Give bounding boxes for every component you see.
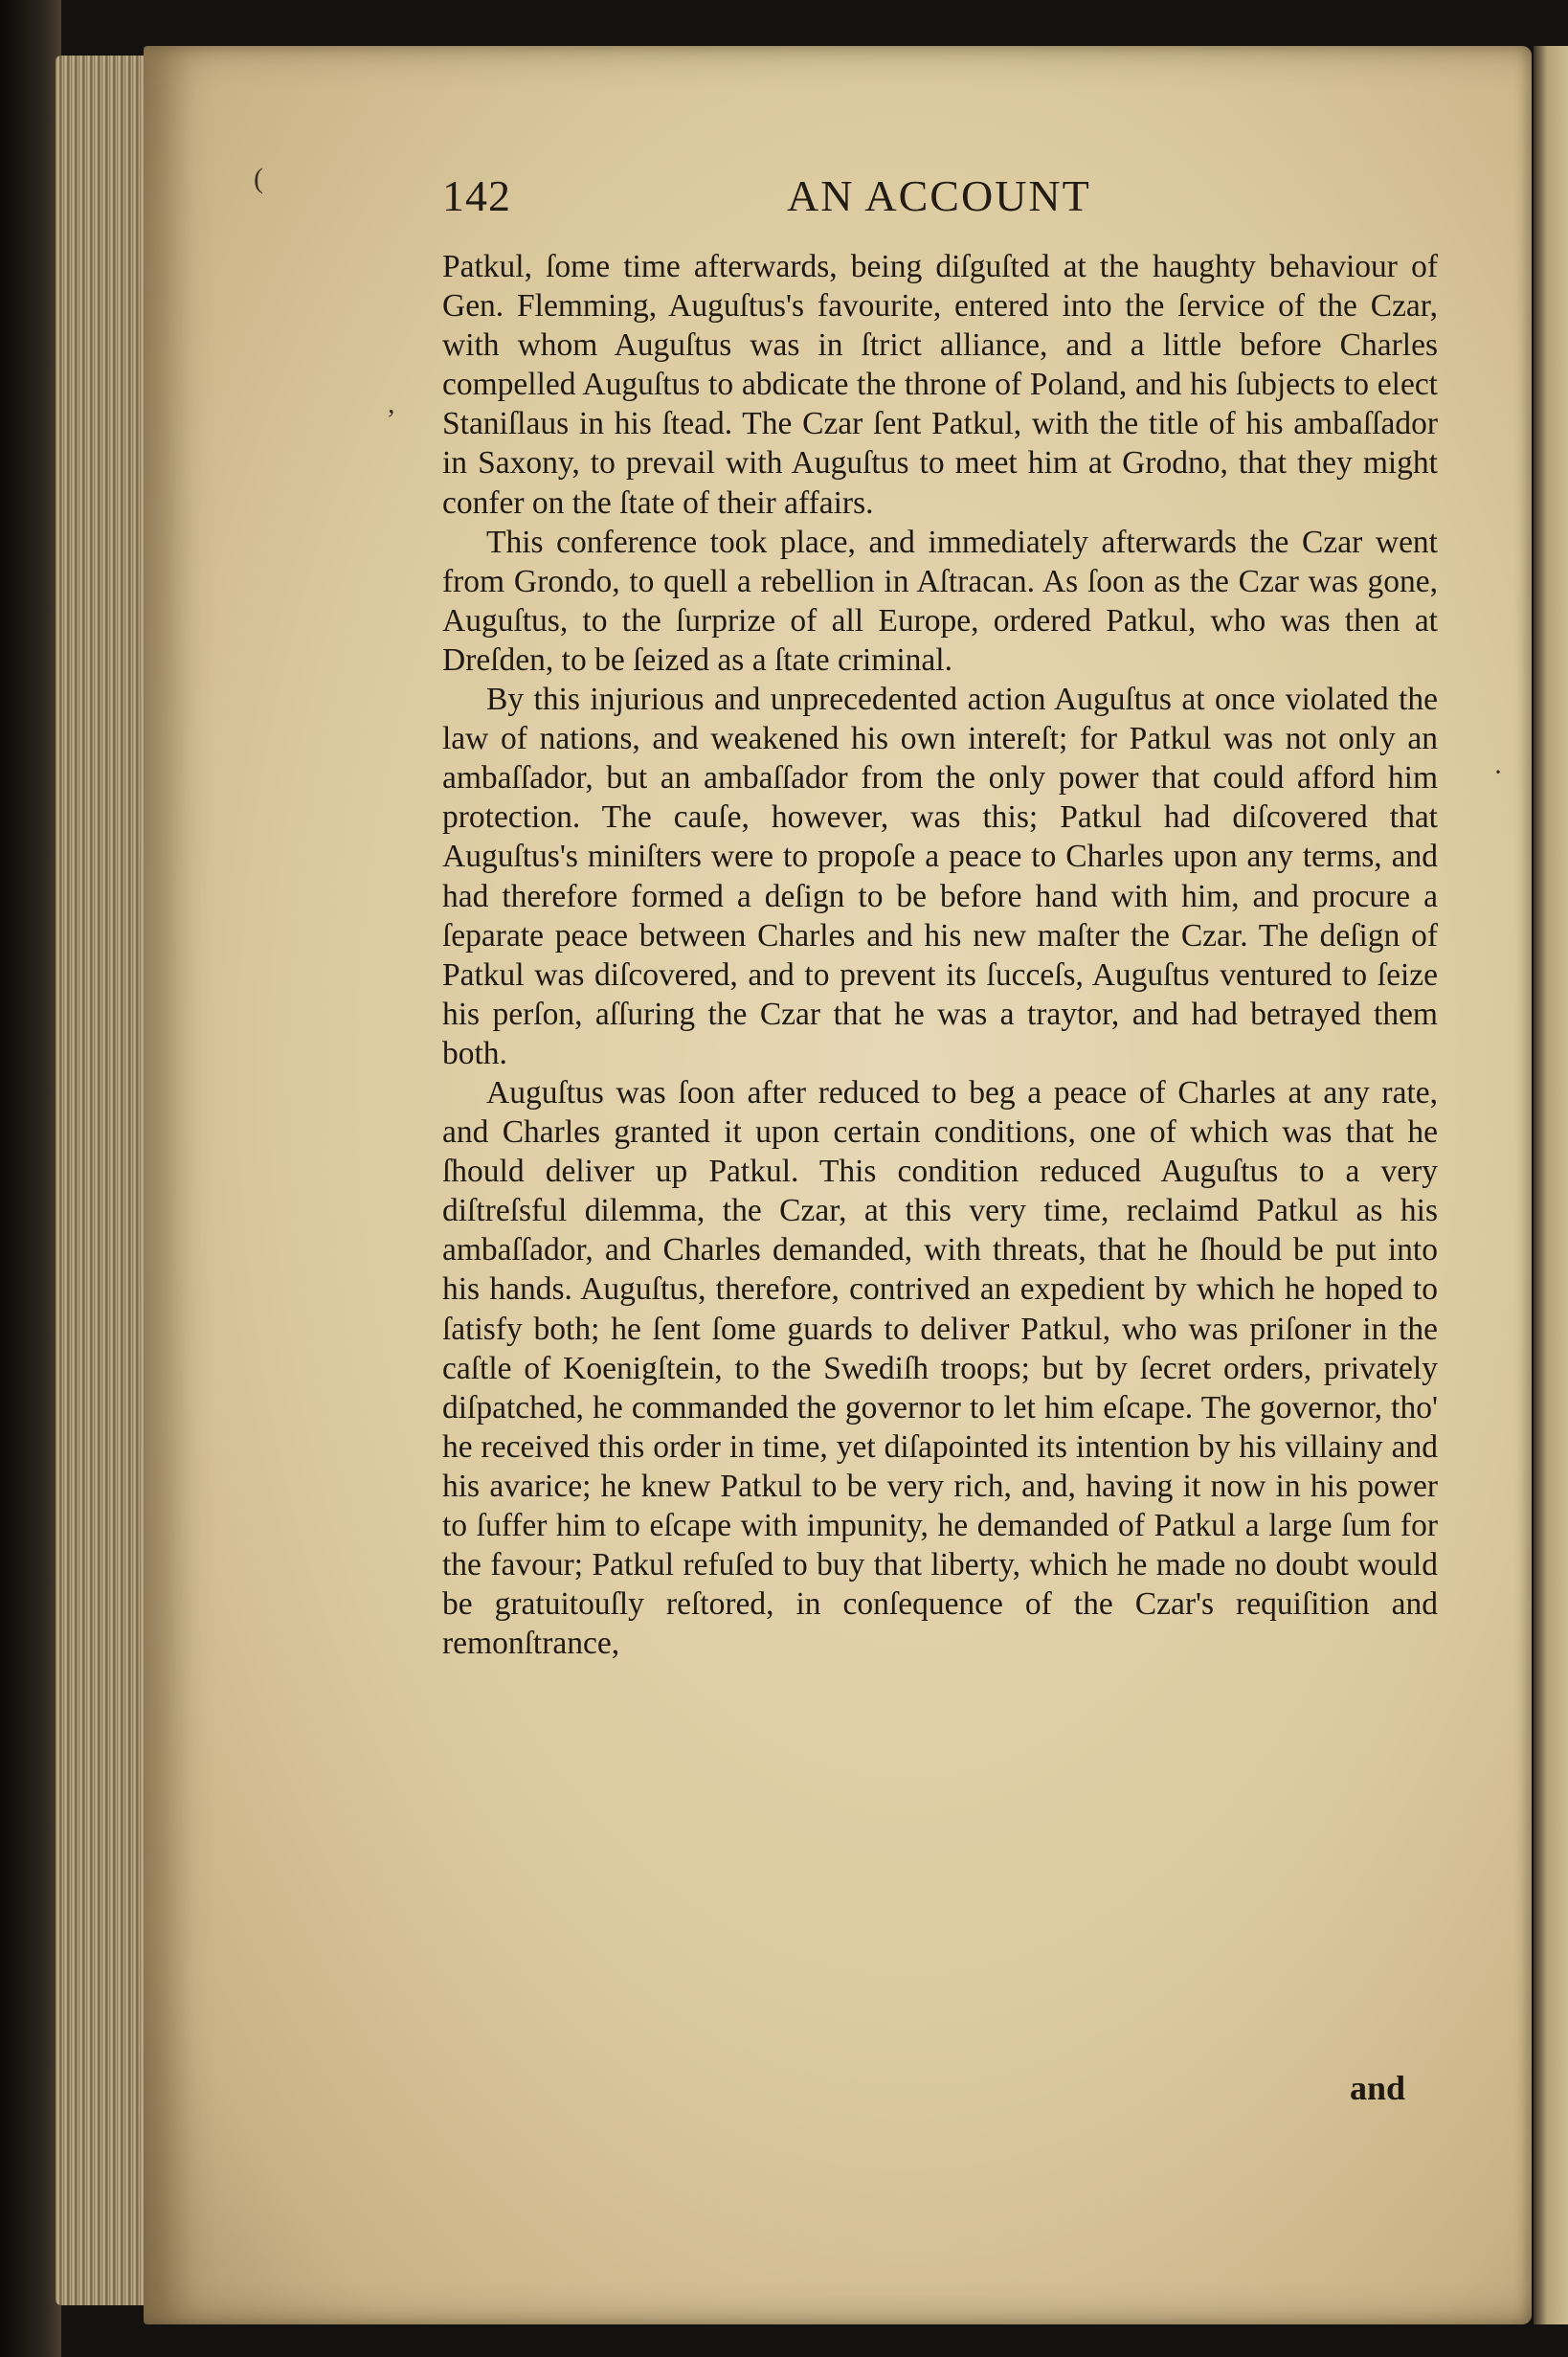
margin-mark: ·: [1493, 756, 1503, 788]
margin-mark: (: [254, 163, 263, 194]
facing-page-edge: [1534, 46, 1568, 2324]
paragraph: This conference took place, and immediately afterwards the Czar went from Grondo, to quell a rebellion in Aſtracan. As ſoon as the Czar was gone, Auguſtus, to the ſurprize of all Europe, ordered Patkul, who was then at Dreſden, to be ſeized as a ſtate criminal.: [442, 524, 1438, 678]
paragraph: Patkul, ſome time afterwards, being diſguſted at the haughty behaviour of Gen. Flemming, Auguſtus's favourite, entered into the ſervice of the Czar, with whom Auguſtus was in ſtrict alliance, and a little before Charles compelled Auguſtus to abdicate the throne of Poland, and his ſubjects to elect Staniſlaus in his ſtead. The Czar ſent Patkul, with the title of his ambaſſador in Saxony, to prevail with Auguſtus to meet him at Grodno, that they might confer on the ſtate of their affairs.: [442, 249, 1438, 521]
paragraph: Auguſtus was ſoon after reduced to beg a peace of Charles at any rate, and Charles granted it upon certain conditions, one of which was that he ſhould deliver up Patkul. This condition reduced Auguſtus to a very diſtreſsful dilemma, the Czar, at this very time, reclaimd Patkul as his ambaſſador, and Charles demanded, with threats, that he ſhould be put into his hands. Auguſtus, therefore, contrived an expedient by which he hoped to ſatisfy both; he ſent ſome guards to deliver Patkul, who was priſoner in the caſtle of Koenigſtein, to the Swediſh troops; but by ſecret orders, privately diſpatched, he commanded the governor to let him eſcape. The governor, tho' he received this order in time, yet diſapointed its intention by his villainy and his avarice; he knew Patkul to be very rich, and, having it now in his power to ſuffer him to eſcape with impunity, he demanded of Patkul a large ſum for the favour; Patkul refuſed to buy that liberty, which he made no doubt would be gratuitouſly reſtored, in conſequence of the Czar's requiſition and remonſtrance,: [442, 1074, 1438, 1662]
paragraph: By this injurious and unprecedented action Auguſtus at once violated the law of nations, and weakened his own intereſt; for Patkul was not only an ambaſſador, but an ambaſſador from the only power that could afford him protection. The cauſe, however, was this; Patkul had diſcovered that Auguſtus's miniſters were to propoſe a peace to Charles upon any terms, and had therefore formed a deſign to be before hand with him, and procure a ſeparate peace between Charles and his new maſter the Czar. The deſign of Patkul was diſcovered, and to prevent its ſucceſs, Auguſtus ventured to ſeize his perſon, aſſuring the Czar that he was a traytor, and had betrayed them both.: [442, 682, 1438, 1071]
margin-mark: ,: [388, 388, 395, 419]
catchword: and: [1350, 2069, 1406, 2107]
page-text: [442, 247, 1438, 1663]
running-head: [442, 170, 1467, 237]
spine-shadow: [0, 0, 61, 2357]
page-number: 142: [442, 171, 511, 220]
running-title: AN ACCOUNT: [787, 171, 1091, 220]
